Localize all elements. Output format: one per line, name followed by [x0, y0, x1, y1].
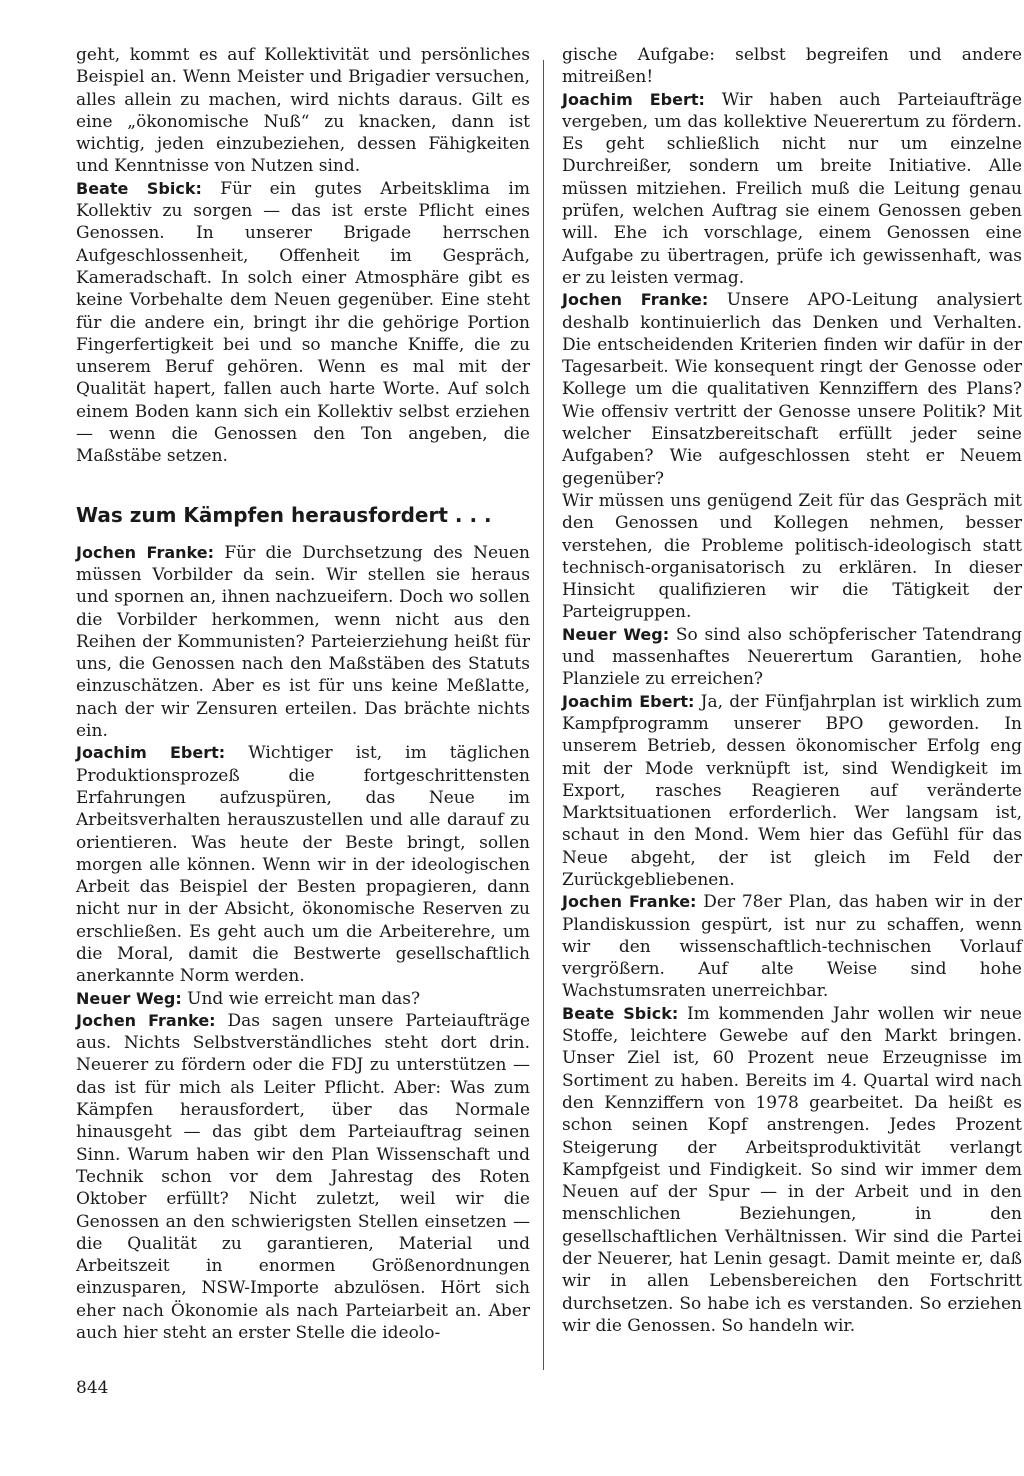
- speaker-label: Joachim Ebert:: [76, 743, 226, 763]
- page-number: 844: [76, 1378, 109, 1398]
- paragraph-joachim-ebert-2: [562, 89, 1022, 290]
- right-opening-paragraph: gische Aufgabe: selbst begreifen und andere mitreißen!: [562, 45, 1022, 88]
- paragraph-jochen-franke-1: [76, 542, 530, 743]
- speaker-label: Neuer Weg:: [562, 624, 670, 644]
- paragraph-text: Das sagen unsere Parteiaufträge aus. Nichts Selbstverständliches steht dort drin. Neuerer zu fördern oder die FDJ zu unterstützen — das ist für mich als Leiter Pflicht. Aber: Was zum Kämpfen herausfordert, über das Normale hinausgeht — das gibt dem Parteiauftrag seinen Sinn. Warum haben wir den Plan Wissenschaft und Technik schon vor dem Jahrestag des Roten Oktober erfüllt? Nicht zuletzt, weil wir die Genossen an den schwierigsten Stellen einsetzen — die Qualität zu garantieren, Material und Arbeitszeit in enormen Größenordnungen einzusparen, NSW-Importe abzulösen. Hört sich eher nach Ökonomie als nach Parteiarbeit an. Aber auch hier steht an erster Stelle die ideolo-: [76, 1010, 531, 1344]
- section-heading: Was zum Kämpfen herausfordert . . .: [76, 502, 492, 527]
- paragraph-beate-sbick-2: [562, 1003, 1022, 1337]
- paragraph-jochen-franke-2: [76, 1010, 530, 1344]
- paragraph-text: Unsere APO-Leitung analysiert deshalb kontinuierlich das Denken und Verhalten. Die entscheidenden Kriterien finden wir dafür in der Tagesarbeit. Wie konsequent ringt der Genosse oder Kollege um die qualitativen Kennziffern des Plans? Wie offensiv vertritt der Genosse unsere Politik? Mit welcher Einsatzbereitschaft erfüllt jeder seine Aufgaben? Wie aufgeschlossen steht er Neuem gegenüber?: [562, 290, 1022, 489]
- paragraph-text: Für ein gutes Arbeitsklima im Kollektiv zu sorgen — das ist erste Pflicht eines Genossen. In unserer Brigade herrschen Aufgeschlossenheit, Offenheit im Gespräch, Kameradschaft. In solch einer Atmosphäre gibt es keine Vorbehalte dem Neuen gegenüber. Eine steht für die andere ein, bringt ihr die gehörige Portion Fingerfertigkeit bei und so manche Kniffe, die zu unserem Beruf gehören. Wenn es mal mit der Qualität hapert, fallen auch harte Worte. Auf solch einem Boden kann sich ein Kollektiv selbst erziehen — wenn die Genossen den Ton angeben, die Maßstäbe setzen.: [76, 178, 530, 467]
- paragraph-beate-sbick-1: [76, 178, 530, 468]
- paragraph-joachim-ebert-1: [76, 742, 530, 987]
- column-divider: [543, 60, 544, 1370]
- speaker-label: Joachim Ebert:: [562, 691, 695, 711]
- paragraph-text: Und wie erreicht man das?: [181, 988, 421, 1009]
- speaker-label: Jochen Franke:: [76, 1010, 216, 1030]
- speaker-label: Beate Sbick:: [562, 1003, 679, 1023]
- speaker-label: Beate Sbick:: [76, 178, 202, 198]
- paragraph-text: Wichtiger ist, im täglichen Produktionsprozeß die fortgeschrittensten Erfahrungen aufzuspüren, das Neue im Arbeitsverhalten herauszustellen und alle darauf zu orientieren. Was heute der Beste bringt, sollen morgen alle können. Wenn wir in der ideologischen Arbeit das Beispiel der Besten propagieren, dann nicht nur in der Absicht, ökonomische Reserven zu erschließen. Es geht auch um die Arbeiterehre, um die Moral, damit die Bestwerte gesellschaftlich anerkannte Norm werden.: [76, 743, 530, 987]
- paragraph-text: Im kommenden Jahr wollen wir neue Stoffe, leichtere Gewebe auf den Markt bringen. Unser Ziel ist, 60 Prozent neue Erzeugnisse im Sortiment zu haben. Bereits im 4. Quartal wird nach den Kennziffern von 1978 gearbeitet. Da heißt es schon seinen Kopf anstrengen. Jedes Prozent Steigerung der Arbeitsproduktivität verlangt Kampfgeist und Findigkeit. So sind wir immer dem Neuen auf der Spur — in der Arbeit und in den menschlichen Beziehungen, in den gesellschaftlichen Verhältnissen. Wir sind die Partei der Neuerer, hat Lenin gesagt. Damit meinte er, daß wir in allen Lebensbereichen den Fortschritt durchsetzen. So habe ich es verstanden. So erziehen wir die Genossen. So handeln wir.: [562, 1003, 1022, 1336]
- paragraph-text: Für die Durchsetzung des Neuen müssen Vorbilder da sein. Wir stellen sie heraus und spornen an, ihnen nachzueifern. Doch wo sollen die Vorbilder herkommen, wenn nicht aus den Reihen der Kommunisten? Parteierziehung heißt für uns, die Genossen nach den Maßstäben des Statuts einzuschätzen. Aber es ist für uns keine Meßlatte, nach der wir Zensuren erteilen. Das brächte nichts ein.: [76, 542, 531, 742]
- speaker-label: Neuer Weg:: [76, 988, 182, 1008]
- left-column: [76, 44, 530, 1344]
- paragraph-text: Der 78er Plan, das haben wir in der Plandiskussion gespürt, ist nur zu schaffen, wenn wir den wissenschaftlich-technischen Vorlauf vergrößern. Auf alte Weise sind hohe Wachstumsraten unerreichbar.: [562, 892, 1022, 1002]
- paragraph-text: Ja, der Fünfjahrplan ist wirklich zum Kampfprogramm unserer BPO geworden. In unserem Betrieb, dessen ökonomischer Erfolg eng mit der Mode verknüpft ist, sind Wendigkeit im Export, rasches Reagieren auf veränderte Marktsituationen erforderlich. Wer langsam ist, schaut in den Mond. Wem hier das Gefühl für das Neue abgeht, der ist gleich im Feld der Zurückgebliebenen.: [562, 691, 1022, 890]
- right-column: [562, 44, 1022, 1337]
- paragraph-neuer-weg-1: [76, 988, 530, 1010]
- paragraph-joachim-ebert-3: [562, 691, 1022, 892]
- speaker-label: Jochen Franke:: [562, 290, 709, 310]
- speaker-label: Joachim Ebert:: [562, 89, 705, 109]
- paragraph-text: Wir haben auch Parteiaufträge vergeben, um das kollektive Neuerertum zu fördern. Es geht schließlich nicht nur um einzelne Durchreißer, sondern um breite Initiative. Alle müssen mitziehen. Freilich muß die Leitung genau prüfen, welchen Auftrag sie einem Genossen geben will. Ehe ich vorschlage, einem Genossen eine Aufgabe zu übertragen, prüfe ich gewissenhaft, was er zu leisten vermag.: [562, 89, 1023, 288]
- speaker-label: Jochen Franke:: [562, 892, 697, 912]
- paragraph-jochen-franke-3: [562, 289, 1022, 490]
- paragraph-neuer-weg-2: [562, 624, 1022, 691]
- left-opening-paragraph: geht, kommt es auf Kollektivität und persönliches Beispiel an. Wenn Meister und Brigadier versuchen, alles allein zu machen, wird nichts daraus. Gilt es eine „ökonomische Nuß“ zu knacken, dann ist wichtig, jeden einzubeziehen, dessen Fähigkeiten und Kenntnisse von Nutzen sind.: [76, 45, 530, 177]
- speaker-label: Jochen Franke:: [76, 542, 215, 562]
- paragraph-text: So sind also schöpferischer Tatendrang und massenhaftes Neuerertum Garantien, hohe Planziele zu erreichen?: [562, 624, 1022, 690]
- paragraph-jochen-franke-4: [562, 891, 1022, 1002]
- paragraph-continuation: Wir müssen uns genügend Zeit für das Gespräch mit den Genossen und Kollegen nehmen, besser verstehen, die Probleme politisch-ideologisch statt technisch-organisatorisch zu erklären. In dieser Hinsicht qualifizieren wir die Tätigkeit der Parteigruppen.: [562, 490, 1022, 623]
